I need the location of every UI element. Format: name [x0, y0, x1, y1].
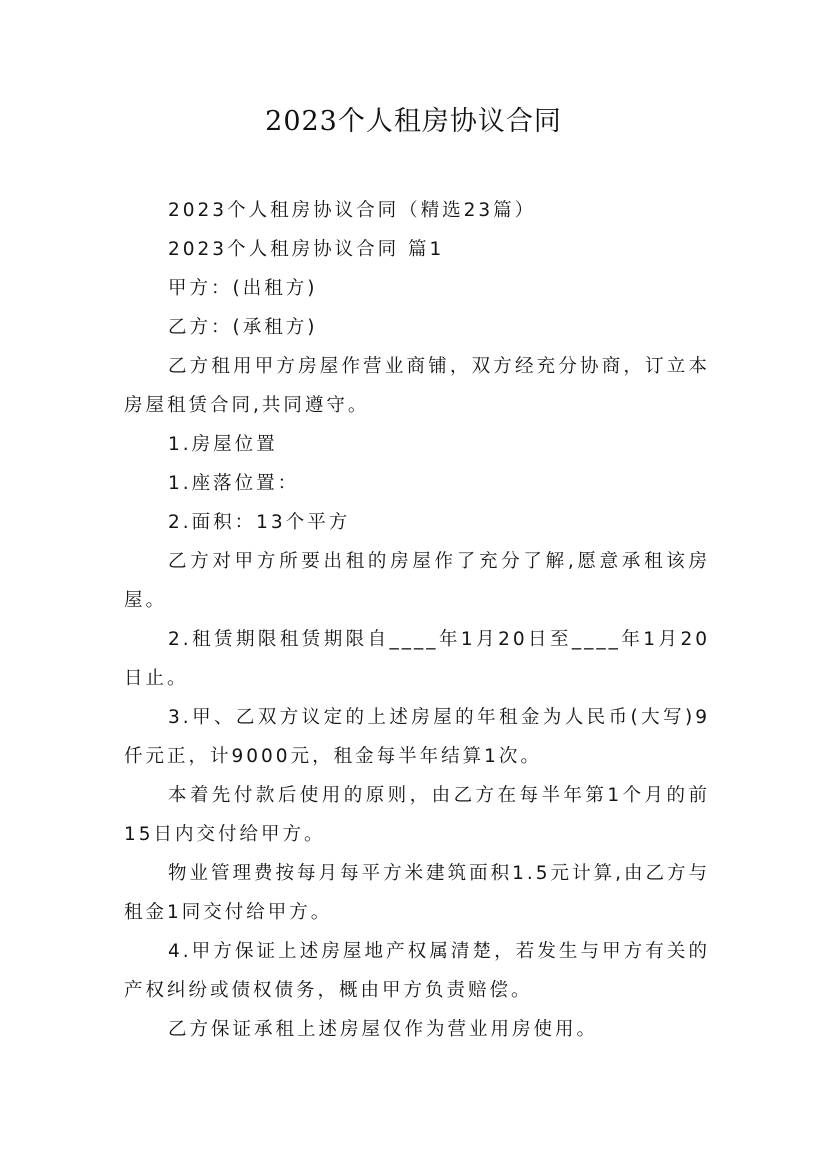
paragraph-section-location: 1.房屋位置: [168, 434, 278, 455]
paragraph-chapter-heading: 2023个人租房协议合同 篇1: [168, 239, 445, 260]
paragraph-address: 1.座落位置：: [168, 473, 300, 494]
document-body: [124, 191, 710, 1049]
paragraph-property-fee: 物业管理费按每月每平方米建筑面积1.5元计算,由乙方与租金1同交付给甲方。: [124, 863, 710, 923]
paragraph-party-b: 乙方：(承租方): [168, 317, 318, 338]
paragraph-payment: 本着先付款后使用的原则，由乙方在每半年第1个月的前15日内交付给甲方。: [124, 785, 710, 845]
paragraph-area: 2.面积：13个平方: [168, 512, 351, 533]
paragraph-selection-note: 2023个人租房协议合同（精选23篇）: [168, 200, 537, 221]
document-title: 2023个人租房协议合同: [265, 106, 562, 137]
paragraph-rent: 3.甲、乙双方议定的上述房屋的年租金为人民币(大写)9仟元正，计9000元，租金每半年结算1次。: [124, 707, 710, 767]
paragraph-usage: 乙方保证承租上述房屋仅作为营业用房使用。: [168, 1019, 599, 1040]
paragraph-lease-term: 2.租赁期限租赁期限自____年1月20日至____年1月20日止。: [124, 629, 710, 689]
paragraph-party-a: 甲方：(出租方): [168, 278, 318, 299]
paragraph-understanding: 乙方对甲方所要出租的房屋作了充分了解,愿意承租该房屋。: [124, 551, 710, 611]
paragraph-intro: 乙方租用甲方房屋作营业商铺，双方经充分协商，订立本房屋租赁合同,共同遵守。: [124, 356, 710, 416]
paragraph-title-guarantee: 4.甲方保证上述房屋地产权属清楚，若发生与甲方有关的产权纠纷或债权债务，概由甲方负责赔偿。: [124, 941, 710, 1001]
